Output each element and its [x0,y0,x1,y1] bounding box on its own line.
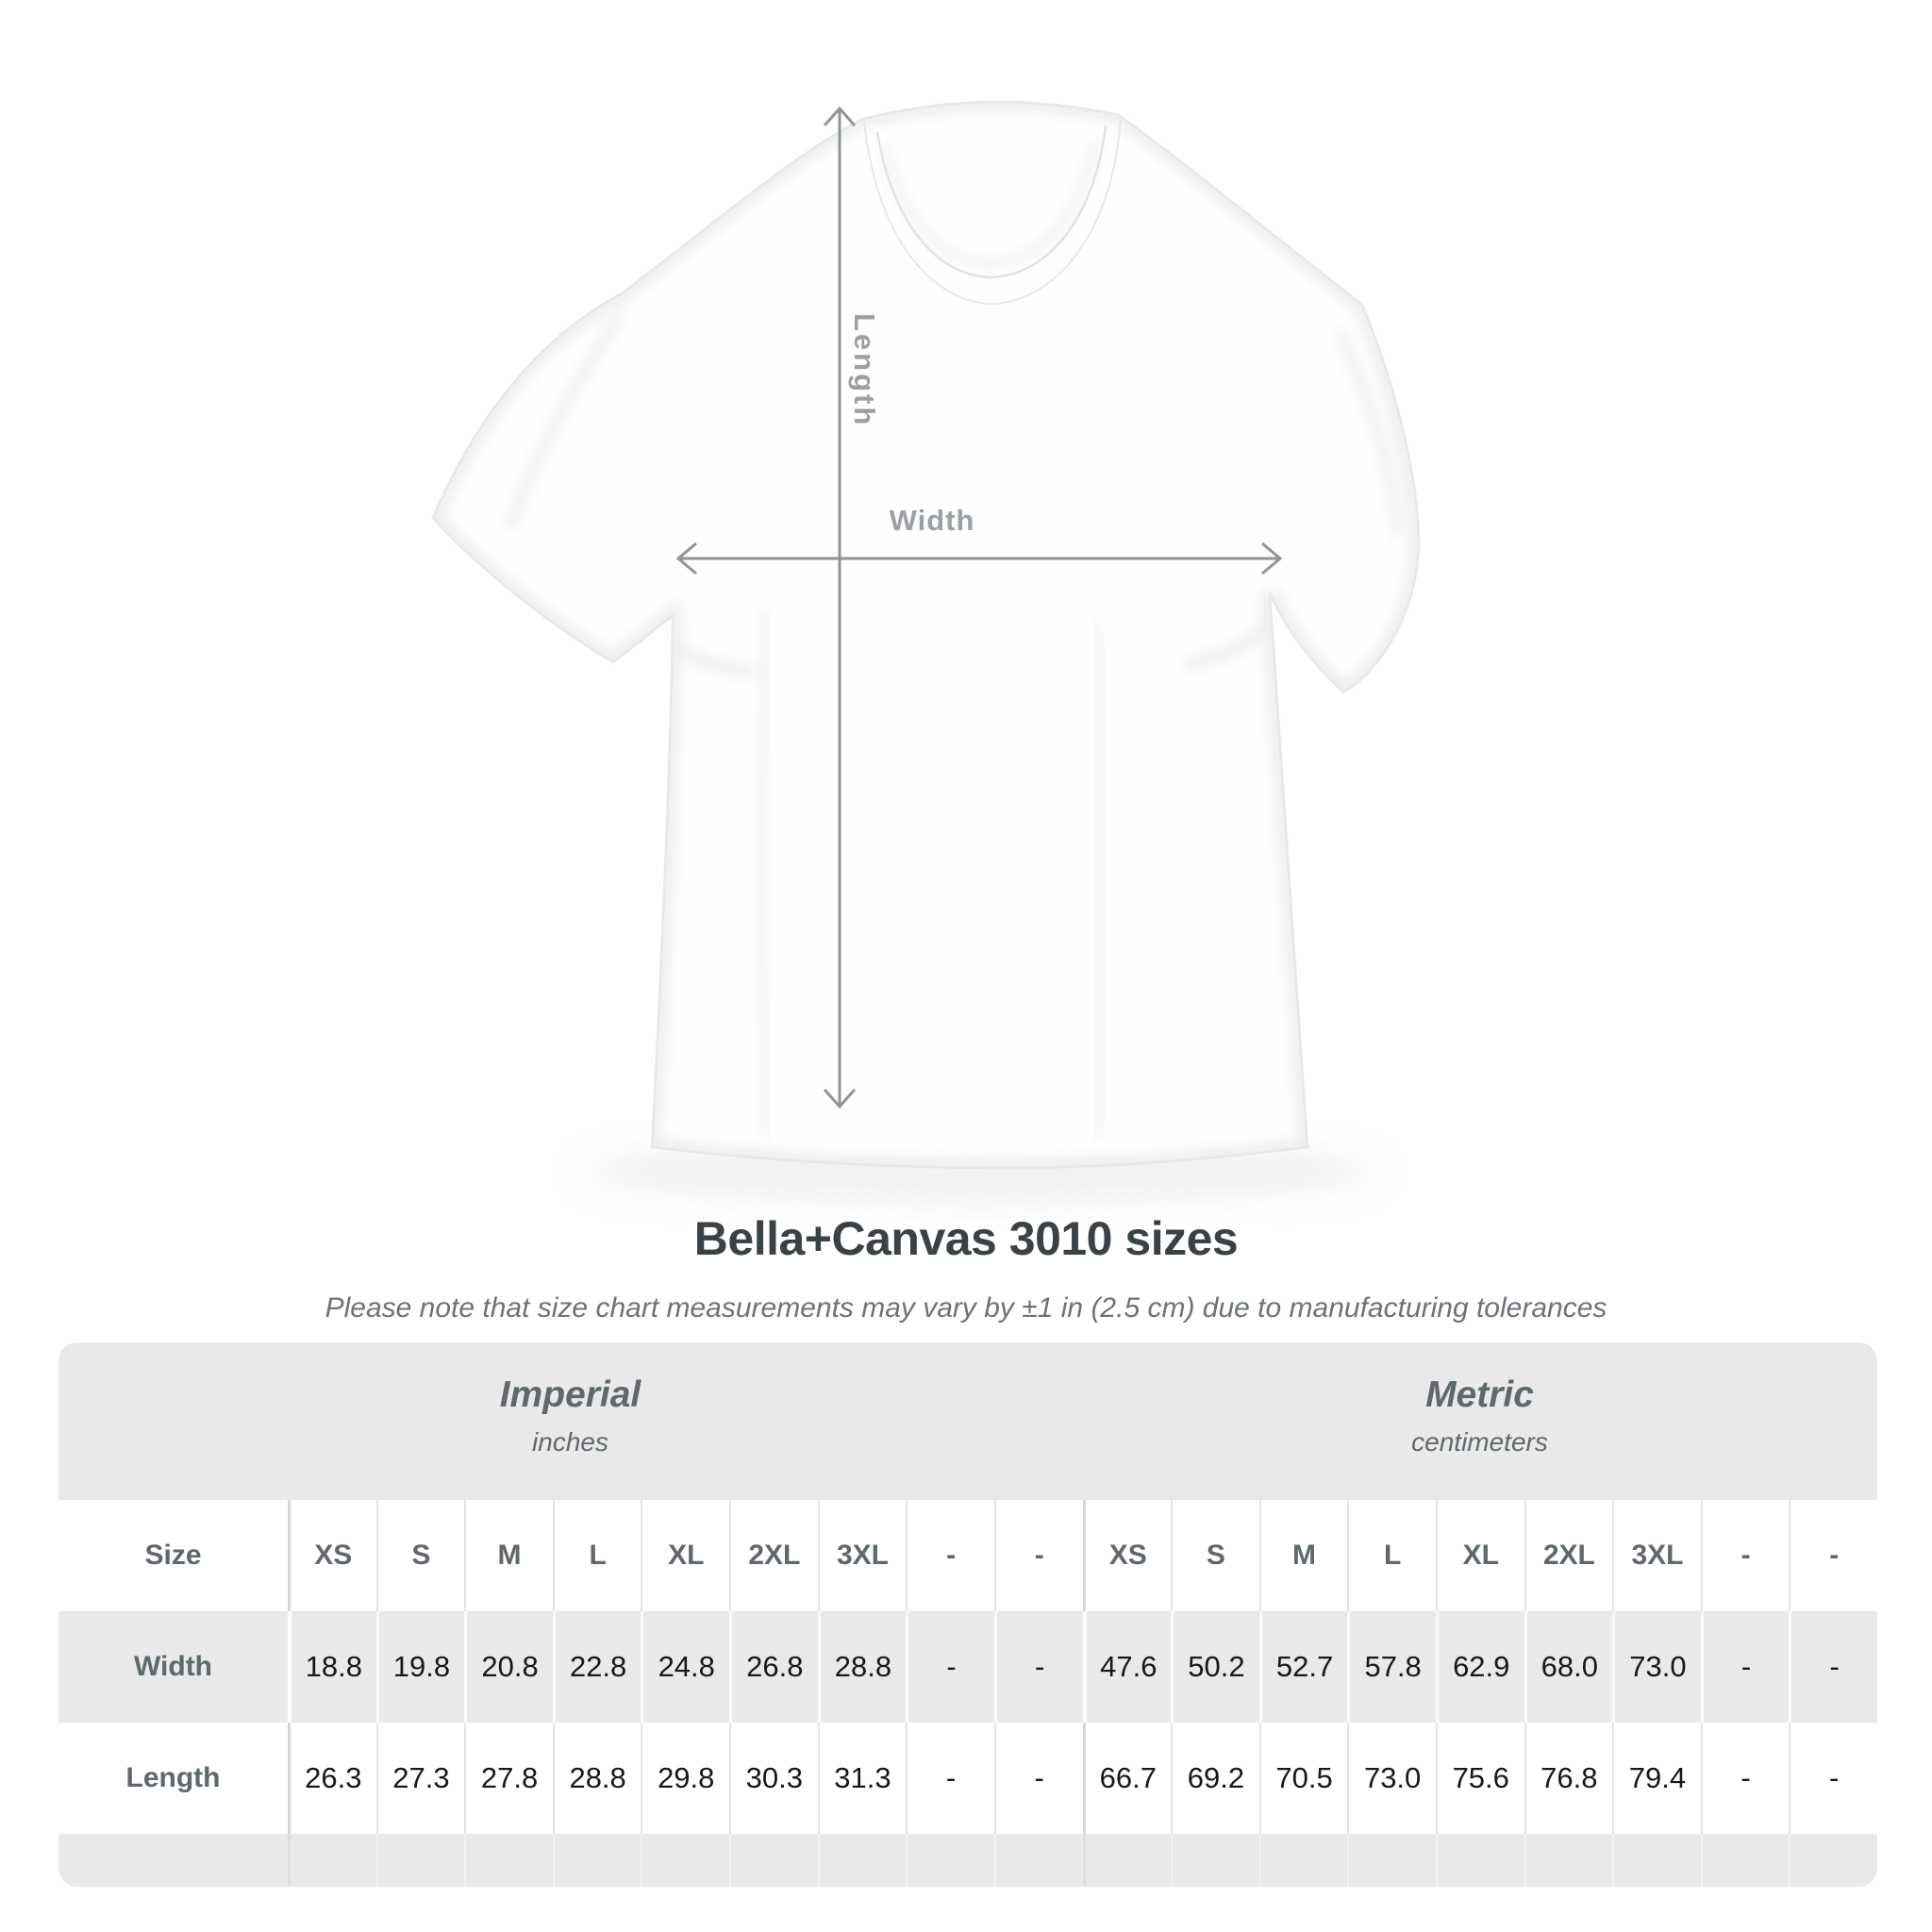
width-value-cell: 20.8 [464,1611,553,1723]
footer-cell [1524,1834,1613,1887]
length-value-cell: - [1701,1723,1790,1834]
length-value-cell: 31.3 [818,1723,907,1834]
length-value-cell: 70.5 [1259,1723,1348,1834]
size-column-header: - [994,1500,1083,1611]
size-column-header: XL [1436,1500,1524,1611]
footer-cell [1436,1834,1524,1887]
footer-cell [906,1834,994,1887]
footer-cell [376,1834,465,1887]
footer-cell [641,1834,729,1887]
page-title: Bella+Canvas 3010 sizes [693,1212,1239,1265]
width-value-cell: 57.8 [1347,1611,1436,1723]
length-value-cell: 79.4 [1612,1723,1701,1834]
size-column-header: 2XL [729,1500,818,1611]
width-value-cell: 47.6 [1083,1611,1172,1723]
footer-cell [288,1834,376,1887]
length-value-cell: - [906,1723,994,1834]
imperial-units: inches [532,1426,608,1457]
size-column-header: L [1347,1500,1436,1611]
footer-cell [1612,1834,1701,1887]
imperial-title: Imperial [499,1374,641,1415]
width-value-cell: 22.8 [553,1611,641,1723]
width-value-cell: - [1701,1611,1790,1723]
length-value-cell: 76.8 [1524,1723,1613,1834]
footer-cell [1701,1834,1790,1887]
footer-cell [818,1834,907,1887]
width-value-cell: 50.2 [1171,1611,1259,1723]
footer-cell [729,1834,818,1887]
footer-cell [1259,1834,1348,1887]
table-row [58,1500,1877,1611]
table-row [58,1611,1877,1723]
size-column-header: XS [288,1500,376,1611]
footer-cell [994,1834,1083,1887]
width-value-cell: 18.8 [288,1611,376,1723]
width-value-cell: 24.8 [641,1611,729,1723]
size-column-header: S [376,1500,465,1611]
length-value-cell: 27.3 [376,1723,465,1834]
imperial-header [58,1337,1082,1494]
length-value-cell: 27.8 [464,1723,553,1834]
footer-cell [1789,1834,1877,1887]
tolerance-note: Please note that size chart measurements may vary by ±1 in (2.5 cm) due to manufacturing tolerances [325,1292,1607,1324]
size-column-header: L [553,1500,641,1611]
footer-cell [553,1834,641,1887]
length-value-cell: 28.8 [553,1723,641,1834]
size-column-header: 2XL [1524,1500,1613,1611]
size-table [58,1342,1877,1887]
length-value-cell: 73.0 [1347,1723,1436,1834]
length-value-cell: 69.2 [1171,1723,1259,1834]
table-row [58,1834,1877,1887]
size-column-header: - [1789,1500,1877,1611]
footer-cell [1347,1834,1436,1887]
size-column-header: M [464,1500,553,1611]
length-value-cell: 66.7 [1083,1723,1172,1834]
length-value-cell: 75.6 [1436,1723,1524,1834]
table-row [58,1723,1877,1834]
width-value-cell: - [994,1611,1083,1723]
width-value-cell: 26.8 [729,1611,818,1723]
size-column-header: - [1701,1500,1790,1611]
size-column-header: 3XL [818,1500,907,1611]
width-value-cell: 28.8 [818,1611,907,1723]
width-value-cell: 52.7 [1259,1611,1348,1723]
size-grid [58,1500,1877,1887]
metric-title: Metric [1425,1374,1534,1415]
width-value-cell: - [906,1611,994,1723]
size-column-header: 3XL [1612,1500,1701,1611]
length-row-label: Length [125,1762,221,1793]
length-value-cell: 26.3 [288,1723,376,1834]
length-value-cell: 29.8 [641,1723,729,1834]
units-header-band [58,1342,1877,1500]
size-column-header: XS [1083,1500,1172,1611]
size-column-header: S [1171,1500,1259,1611]
length-value-cell: - [994,1723,1083,1834]
width-value-cell: - [1789,1611,1877,1723]
size-row-label: Size [144,1540,202,1571]
footer-cell [1171,1834,1259,1887]
width-row-label: Width [133,1651,213,1682]
length-dimension-label: Length [848,313,881,428]
width-value-cell: 62.9 [1436,1611,1524,1723]
footer-label-cell [58,1834,288,1887]
metric-header [1082,1337,1877,1494]
size-column-header: XL [641,1500,729,1611]
footer-cell [1083,1834,1172,1887]
size-column-header: M [1259,1500,1348,1611]
length-value-cell: 30.3 [729,1723,818,1834]
width-value-cell: 73.0 [1612,1611,1701,1723]
size-column-header: - [906,1500,994,1611]
footer-cell [464,1834,553,1887]
length-value-cell: - [1789,1723,1877,1834]
width-dimension-label: Width [889,504,975,537]
width-value-cell: 19.8 [376,1611,465,1723]
width-value-cell: 68.0 [1524,1611,1613,1723]
metric-units: centimeters [1411,1426,1548,1457]
